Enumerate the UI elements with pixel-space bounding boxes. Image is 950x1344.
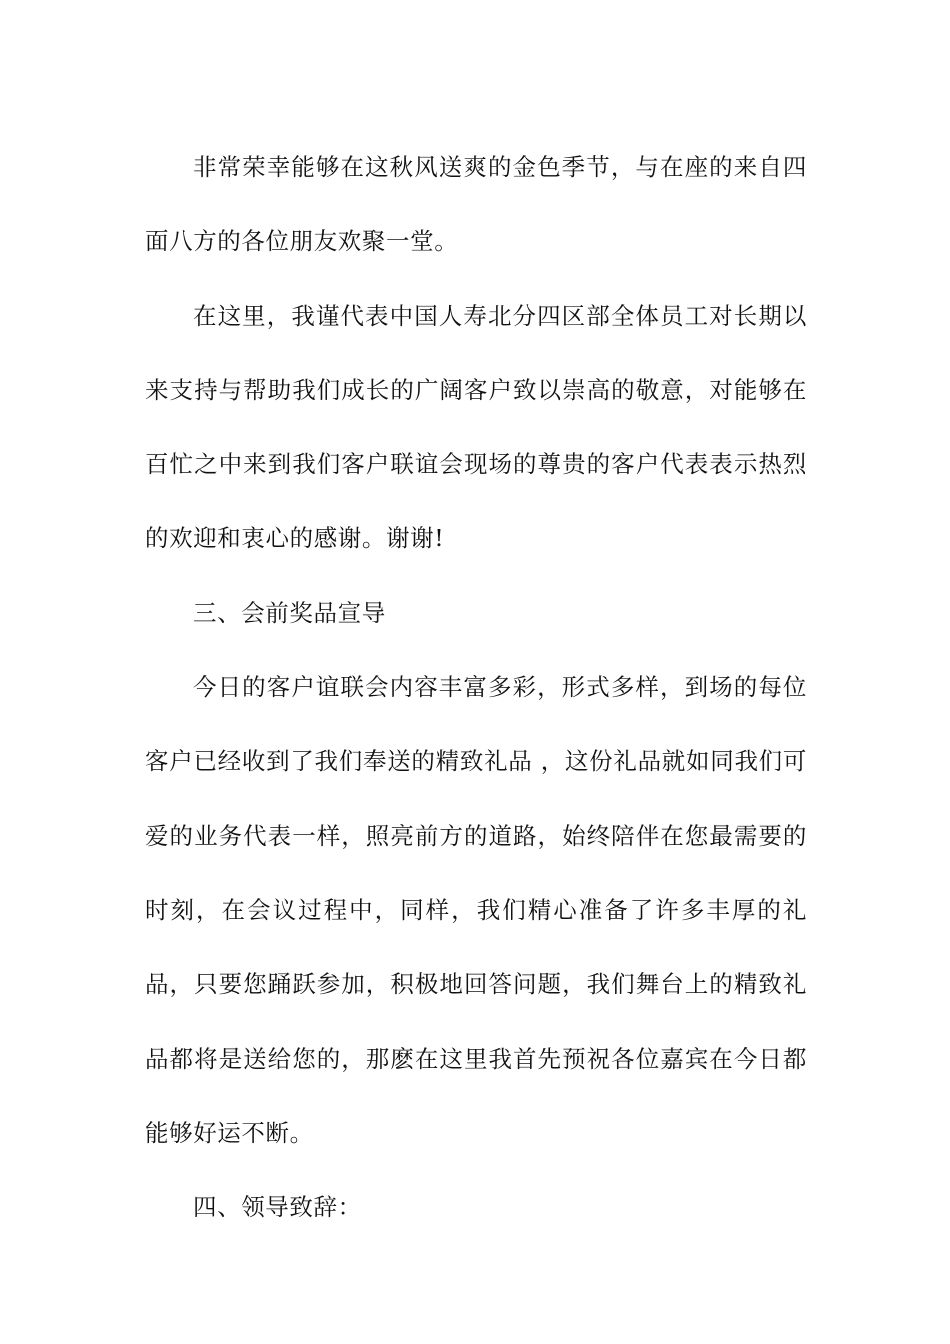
paragraph-prizes: 今日的客户谊联会内容丰富多彩，形式多样，到场的每位客户已经收到了我们奉送的精致礼品 ，这份礼品就如同我们可爱的业务代表一样，照亮前方的道路，始终陪伴在您最需要的时刻，在会议过程中，同样，我们精心准备了许多丰厚的礼品，只要您踊跃参加，积极地回答问题，我们舞台上的精致礼品都将是送给您的，那麽在这里我首先预祝各位嘉宾在今日都能够好运不断。 xyxy=(145,673,807,1147)
section-heading-leader-speech: 四、领导致辞： xyxy=(193,1193,362,1222)
paragraph-welcome: 非常荣幸能够在这秋风送爽的金色季节，与在座的来自四面八方的各位朋友欢聚一堂。 xyxy=(145,153,807,256)
document-body xyxy=(145,130,807,1244)
section-heading-prizes: 三、会前奖品宣导 xyxy=(193,598,386,627)
paragraph-gratitude: 在这里，我谨代表中国人寿北分四区部全体员工对长期以来支持与帮助我们成长的广阔客户致以崇高的敬意，对能够在百忙之中来到我们客户联谊会现场的尊贵的客户代表表示热烈的欢迎和衷心的感谢。谢谢! xyxy=(145,301,807,553)
